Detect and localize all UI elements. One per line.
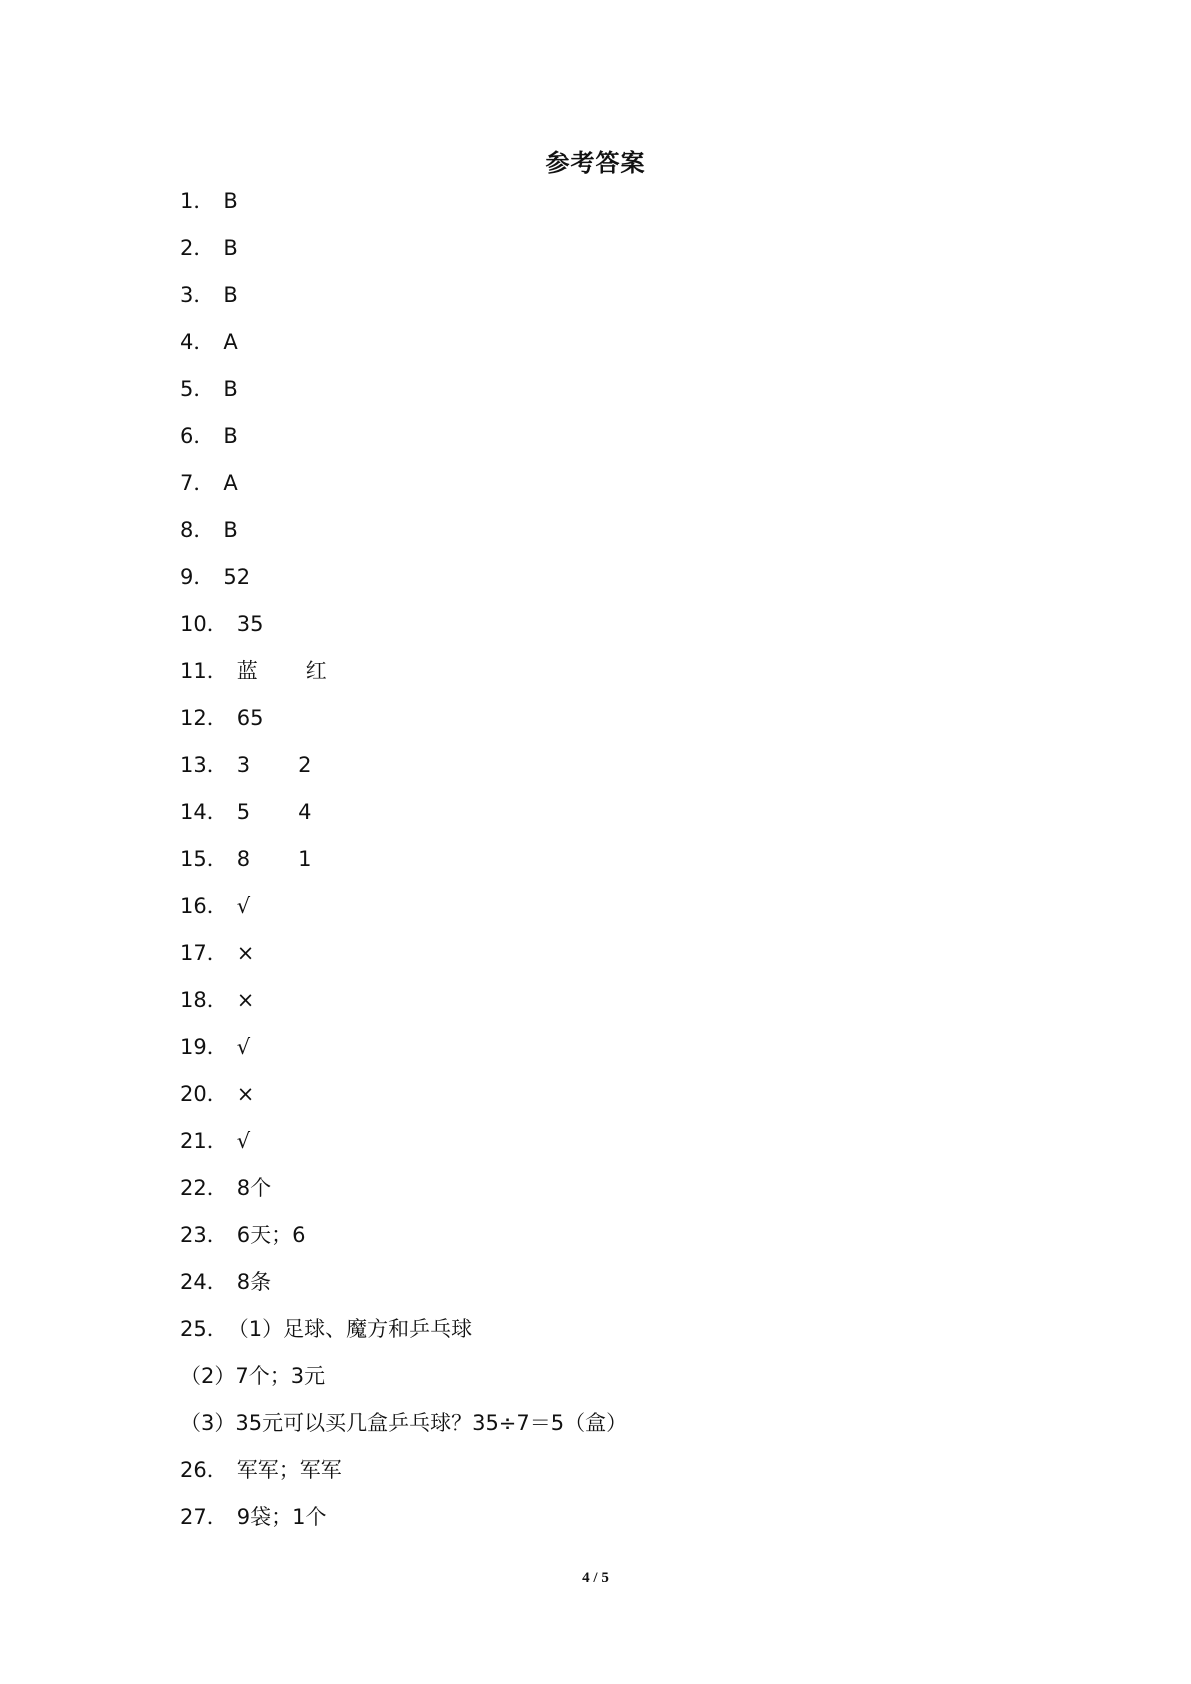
answer-row <box>180 1221 627 1268</box>
question-number: 7． <box>180 471 215 495</box>
answer-text: B <box>223 377 238 401</box>
question-number: 19． <box>180 1035 228 1059</box>
answer-text: 军军；军军 <box>236 1458 342 1482</box>
answer-subpart: （2）7个；3元 <box>180 1364 326 1388</box>
question-number: 23． <box>180 1223 228 1247</box>
answer-text: B <box>223 518 238 542</box>
answer-row <box>180 845 627 892</box>
answer-row <box>180 516 627 563</box>
question-number: 17． <box>180 941 228 965</box>
answer-row <box>180 563 627 610</box>
question-number: 15． <box>180 847 228 871</box>
answer-row <box>180 328 627 375</box>
answer-text: 8 <box>236 847 251 871</box>
answer-text: A <box>223 330 238 354</box>
answer-row <box>180 657 627 704</box>
answer-row <box>180 1174 627 1221</box>
answer-row <box>180 375 627 422</box>
answer-row <box>180 281 627 328</box>
question-number: 8． <box>180 518 215 542</box>
answer-row <box>180 939 627 986</box>
question-number: 5． <box>180 377 215 401</box>
answer-text: 蓝 <box>236 659 258 683</box>
question-number: 22． <box>180 1176 228 1200</box>
question-number: 13． <box>180 753 228 777</box>
answer-row <box>180 751 627 798</box>
question-number: 16． <box>180 894 228 918</box>
answer-row <box>180 704 627 751</box>
page-title: 参考答案 <box>545 149 646 177</box>
answer-subpart: （3）35元可以买几盒乒乓球？35÷7＝5（盒） <box>180 1411 628 1435</box>
answer-text: B <box>223 283 238 307</box>
answer-text-second: 1 <box>298 847 312 871</box>
question-number: 14． <box>180 800 228 824</box>
question-number: 25． <box>180 1317 228 1341</box>
answer-text: （1）足球、魔方和乒乓球 <box>227 1317 473 1341</box>
question-number: 20． <box>180 1082 228 1106</box>
answer-text: 3 <box>236 753 251 777</box>
answer-row <box>180 1315 627 1362</box>
answer-text: 8条 <box>236 1270 272 1294</box>
answer-row <box>180 986 627 1033</box>
question-number: 27． <box>180 1505 228 1529</box>
answer-text: 9袋；1个 <box>236 1505 327 1529</box>
answer-list <box>180 187 627 1550</box>
question-number: 24． <box>180 1270 228 1294</box>
answer-text: √ <box>236 1129 251 1153</box>
answer-text-second: 4 <box>298 800 312 824</box>
answer-row <box>180 1080 627 1127</box>
answer-row <box>180 1503 627 1550</box>
question-number: 4． <box>180 330 215 354</box>
question-number: 1． <box>180 189 215 213</box>
answer-text: 6天；6 <box>236 1223 306 1247</box>
question-number: 2． <box>180 236 215 260</box>
question-number: 21． <box>180 1129 228 1153</box>
answer-text: B <box>223 424 238 448</box>
answer-row <box>180 469 627 516</box>
answer-row <box>180 234 627 281</box>
answer-text: × <box>236 1082 255 1106</box>
answer-row <box>180 892 627 939</box>
answer-row <box>180 1127 627 1174</box>
question-number: 18． <box>180 988 228 1012</box>
answer-text-second: 红 <box>305 659 327 683</box>
answer-text: A <box>223 471 238 495</box>
answer-row <box>180 422 627 469</box>
question-number: 11． <box>180 659 228 683</box>
answer-row <box>180 798 627 845</box>
question-number: 26． <box>180 1458 228 1482</box>
answer-text: 65 <box>236 706 264 730</box>
answer-text: √ <box>236 894 251 918</box>
answer-text: B <box>223 236 238 260</box>
question-number: 6． <box>180 424 215 448</box>
question-number: 12． <box>180 706 228 730</box>
page-number: 4 / 5 <box>582 1570 609 1586</box>
answer-row <box>180 610 627 657</box>
question-number: 9． <box>180 565 215 589</box>
answer-row <box>180 1456 627 1503</box>
answer-text: 52 <box>223 565 251 589</box>
answer-text: B <box>223 189 238 213</box>
answer-text: × <box>236 988 255 1012</box>
answer-row <box>180 1033 627 1080</box>
answer-text: 8个 <box>236 1176 272 1200</box>
answer-row <box>180 1268 627 1315</box>
answer-text-second: 2 <box>298 753 312 777</box>
answer-text: 35 <box>236 612 264 636</box>
answer-row <box>180 187 627 234</box>
question-number: 3． <box>180 283 215 307</box>
answer-text: 5 <box>236 800 251 824</box>
answer-text: × <box>236 941 255 965</box>
question-number: 10． <box>180 612 228 636</box>
answer-text: √ <box>236 1035 251 1059</box>
